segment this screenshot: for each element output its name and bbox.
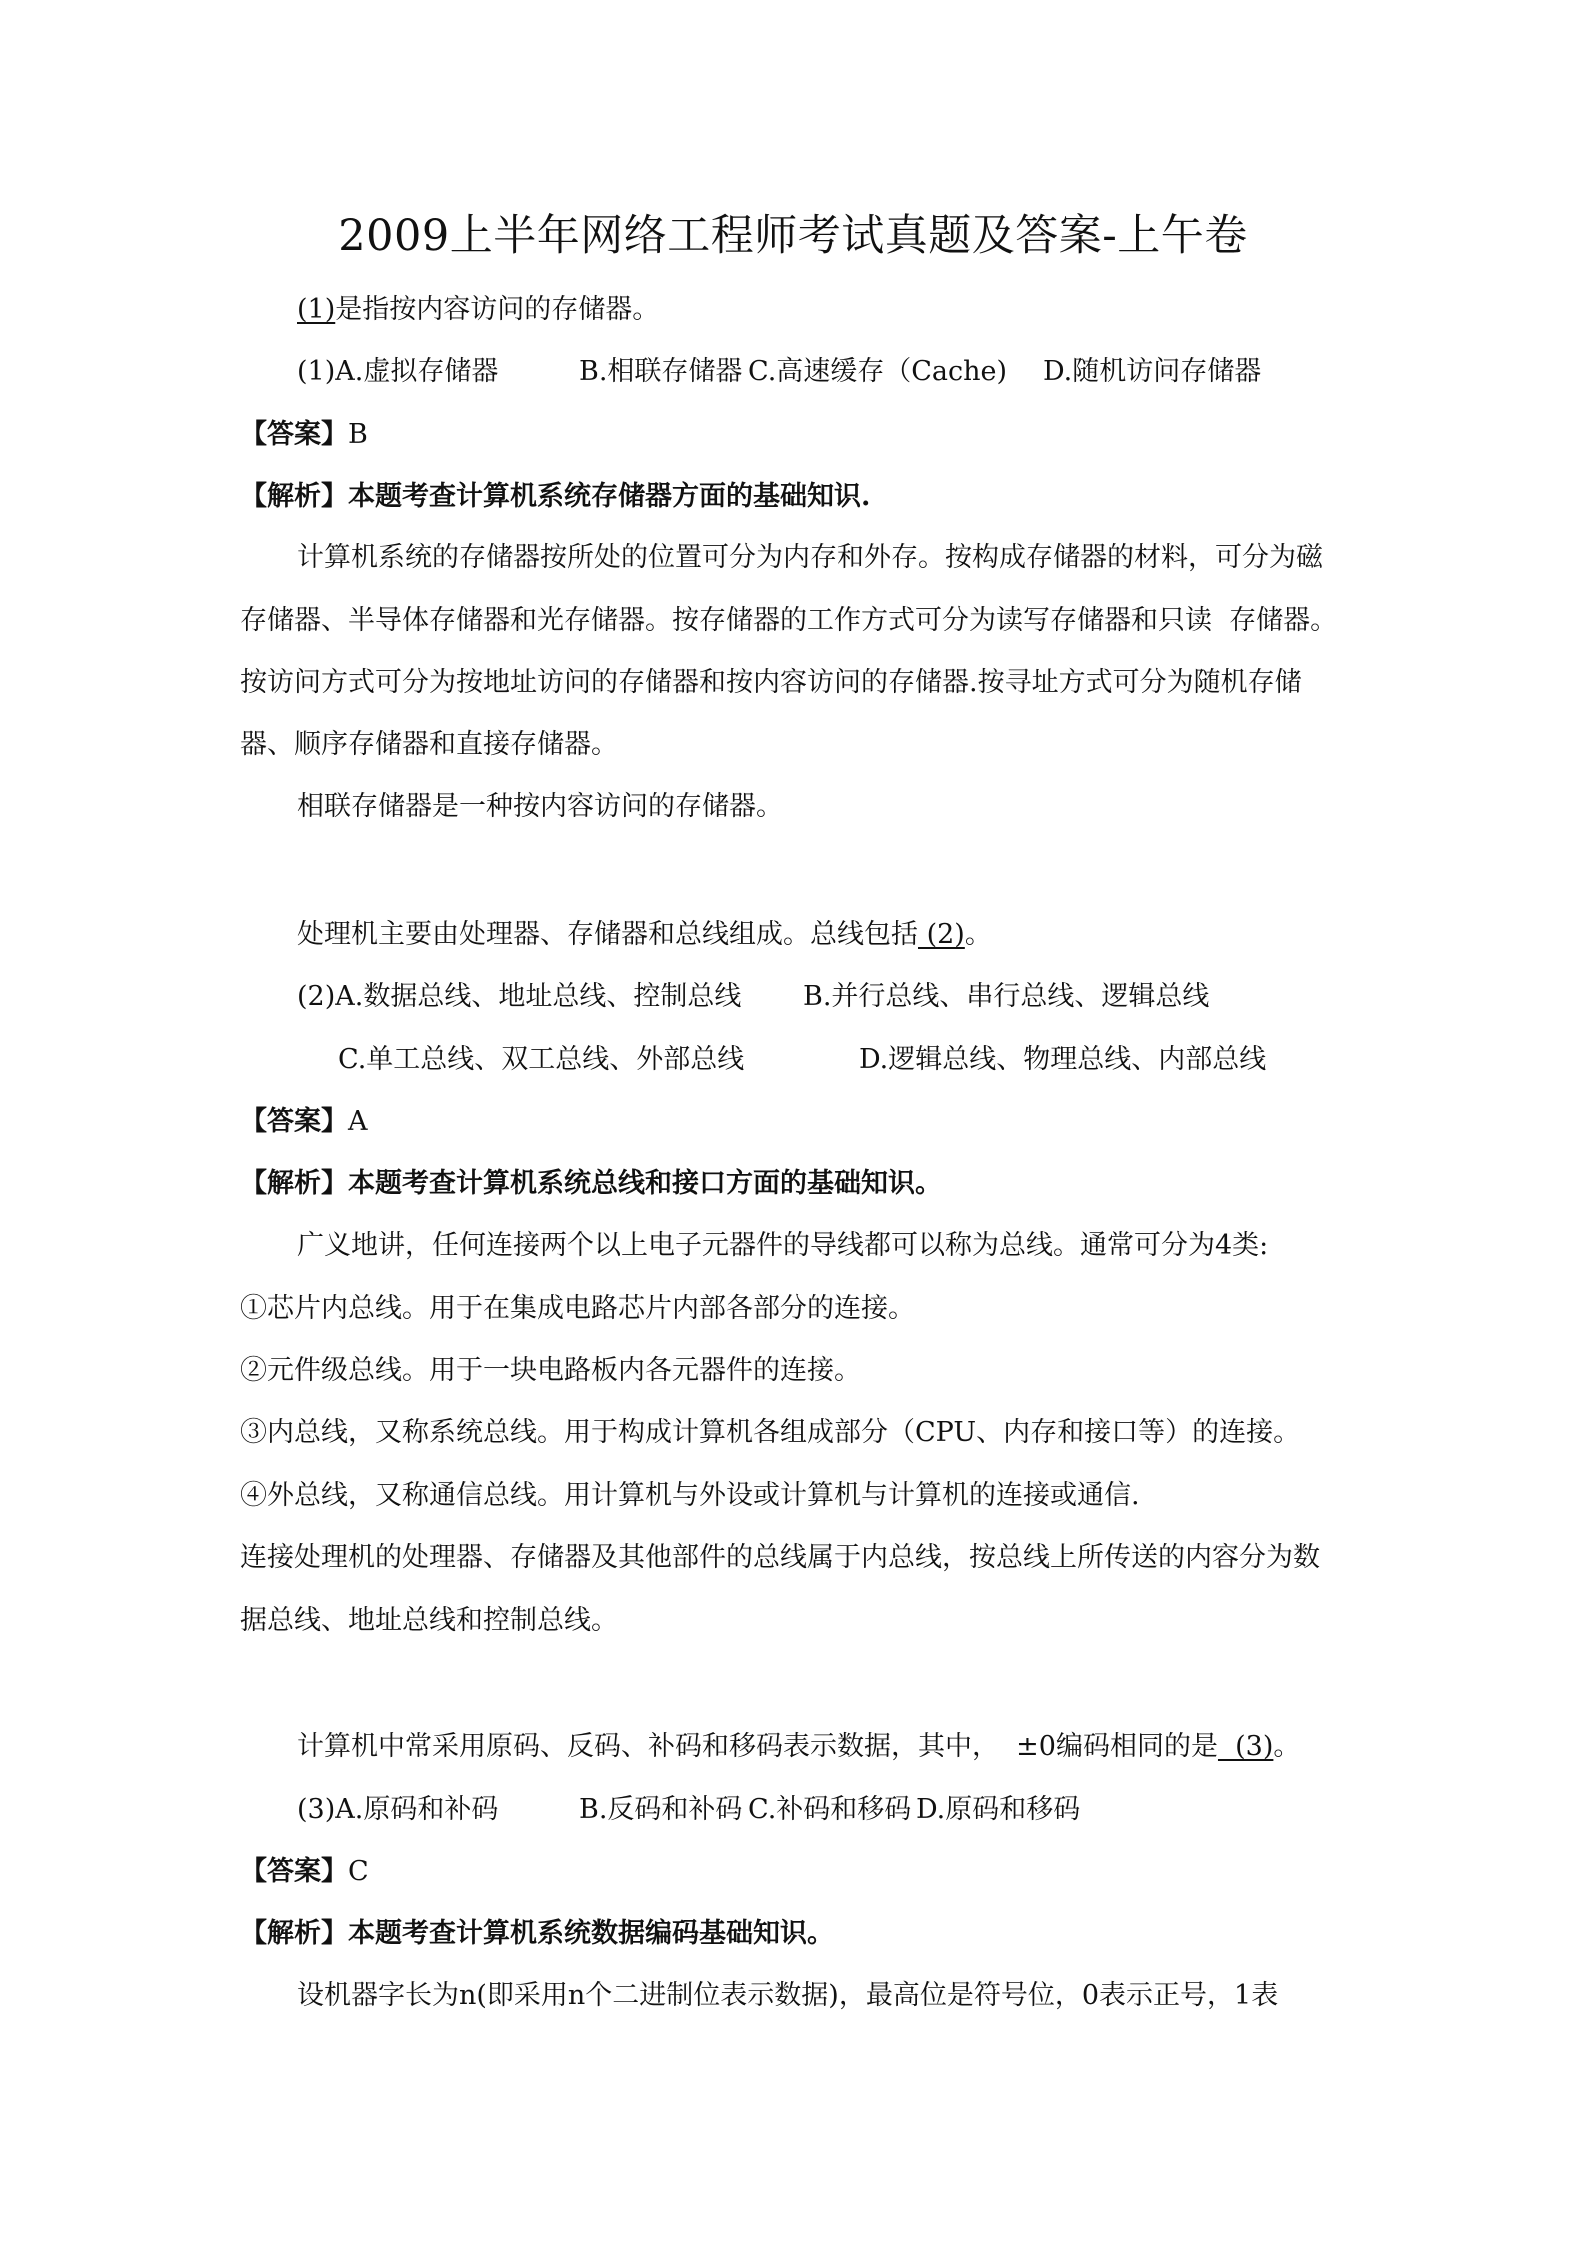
question-3-analysis-heading: 【解析】本题考查计算机系统数据编码基础知识。 xyxy=(240,1918,834,1949)
question-3-option-a: (3)A.原码和补码 xyxy=(297,1794,499,1825)
question-3-blank: (3) xyxy=(1217,1731,1274,1762)
question-3-option-b: B.反码和补码 xyxy=(579,1794,743,1825)
question-2-option-c: C.单工总线、双工总线、外部总线 xyxy=(338,1044,745,1075)
question-2-blank: (2) xyxy=(918,919,965,950)
question-1-option-d: D.随机访问存储器 xyxy=(1043,356,1262,387)
question-3-stem: 计算机中常采用原码、反码、补码和移码表示数据，其中， ±0编码相同的是 (3)。 xyxy=(297,1731,1301,1762)
question-2-list-item: ②元件级总线。用于一块电路板内各元器件的连接。 xyxy=(240,1355,861,1386)
question-1-analysis-line: 器、顺序存储器和直接存储器。 xyxy=(240,729,618,760)
question-1-analysis-line: 计算机系统的存储器按所处的位置可分为内存和外存。按构成存储器的材料，可分为磁 xyxy=(297,542,1323,573)
question-3-option-d: D.原码和移码 xyxy=(916,1794,1081,1825)
question-3-option-c: C.补码和移码 xyxy=(748,1794,912,1825)
question-1-analysis-line: 存储器、半导体存储器和光存储器。按存储器的工作方式可分为读写存储器和只读 存储器。 xyxy=(240,605,1338,636)
question-2-option-b: B.并行总线、串行总线、逻辑总线 xyxy=(803,981,1210,1012)
question-1-stem: (1)是指按内容访问的存储器。 xyxy=(297,294,660,325)
question-1-analysis-heading: 【解析】本题考查计算机系统存储器方面的基础知识. xyxy=(240,481,871,512)
page-title: 2009上半年网络工程师考试真题及答案-上午卷 xyxy=(338,211,1248,261)
question-2-stem: 处理机主要由处理器、存储器和总线组成。总线包括 (2)。 xyxy=(297,919,992,950)
question-1-option-a: (1)A.虚拟存储器 xyxy=(297,356,499,387)
question-1-blank: (1) xyxy=(297,294,336,325)
question-3-analysis-line: 设机器字长为n(即采用n个二进制位表示数据)，最高位是符号位，0表示正号，1表 xyxy=(297,1980,1279,2011)
question-1-analysis-line: 按访问方式可分为按地址访问的存储器和按内容访问的存储器.按寻址方式可分为随机存储 xyxy=(240,667,1302,698)
question-1-analysis-line: 相联存储器是一种按内容访问的存储器。 xyxy=(297,791,783,822)
question-2-option-a: (2)A.数据总线、地址总线、控制总线 xyxy=(297,981,742,1012)
question-3-answer: 【答案】C xyxy=(240,1856,369,1887)
question-2-answer: 【答案】A xyxy=(240,1106,368,1137)
question-2-analysis-line: 据总线、地址总线和控制总线。 xyxy=(240,1605,618,1636)
question-2-list-item: ③内总线，又称系统总线。用于构成计算机各组成部分（CPU、内存和接口等）的连接。 xyxy=(240,1417,1301,1448)
question-2-analysis-line: 连接处理机的处理器、存储器及其他部件的总线属于内总线，按总线上所传送的内容分为数 xyxy=(240,1542,1320,1573)
question-2-list-item: ①芯片内总线。用于在集成电路芯片内部各部分的连接。 xyxy=(240,1293,915,1324)
question-1-option-b: B.相联存储器 xyxy=(579,356,743,387)
question-1-answer: 【答案】B xyxy=(240,419,368,450)
question-2-option-d: D.逻辑总线、物理总线、内部总线 xyxy=(859,1044,1267,1075)
question-1-option-c: C.高速缓存（Cache) xyxy=(748,356,1008,387)
question-2-analysis-heading: 【解析】本题考查计算机系统总线和接口方面的基础知识。 xyxy=(240,1168,942,1199)
question-2-analysis-line: 广义地讲，任何连接两个以上电子元器件的导线都可以称为总线。通常可分为4类: xyxy=(297,1230,1269,1261)
question-2-list-item: ④外总线，又称通信总线。用计算机与外设或计算机与计算机的连接或通信. xyxy=(240,1480,1140,1511)
